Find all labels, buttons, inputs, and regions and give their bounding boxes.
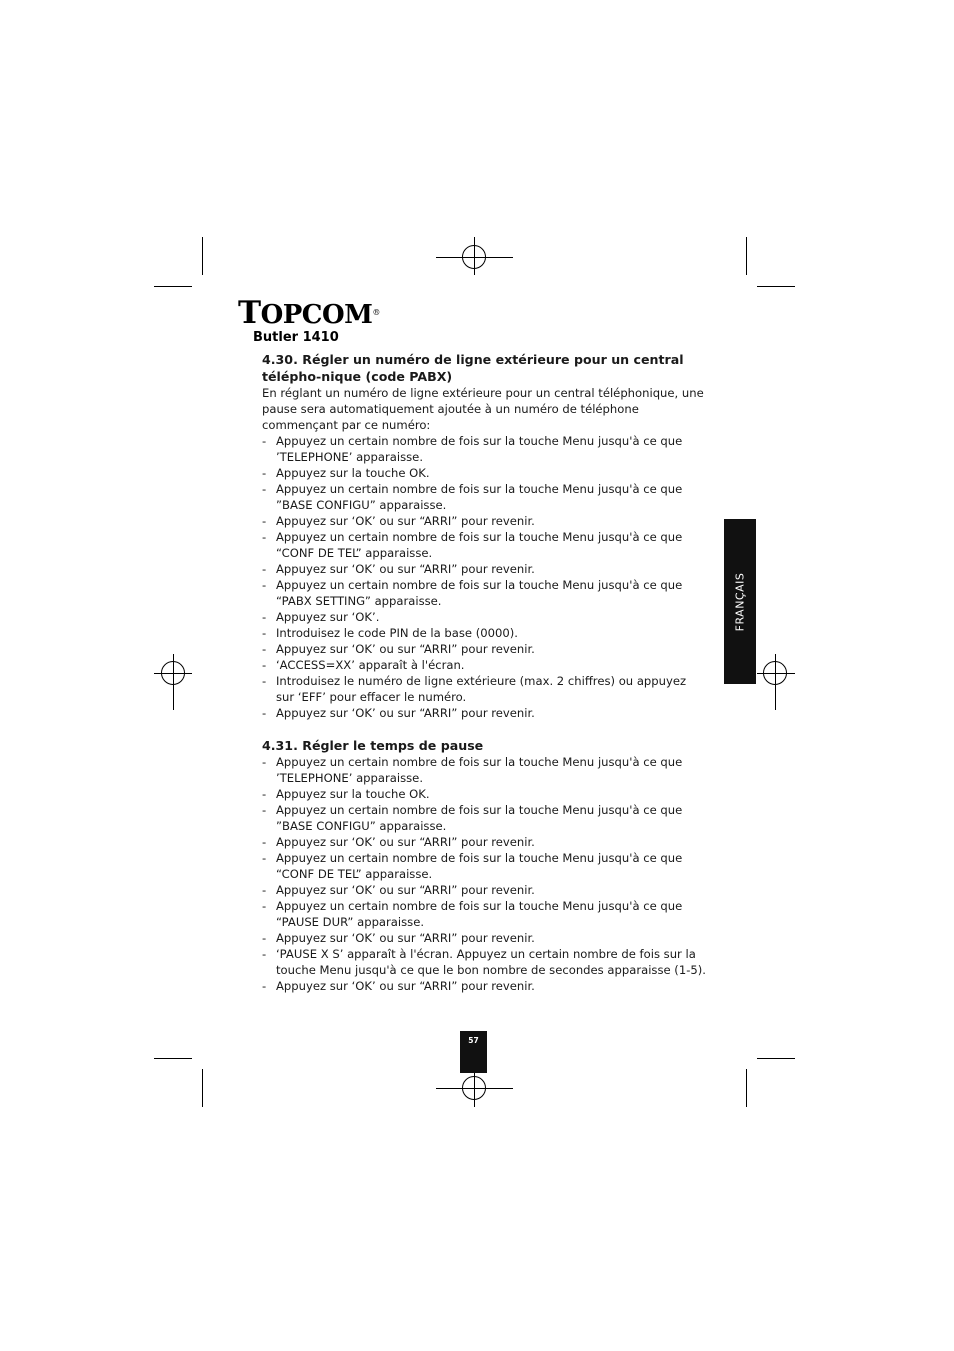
list-dash: - bbox=[262, 851, 267, 865]
list-dash: - bbox=[262, 787, 267, 801]
list-item bbox=[262, 705, 707, 721]
list-item-text: Appuyez sur ‘OK’ ou sur “ARRI” pour revenir. bbox=[276, 931, 535, 945]
registration-circle bbox=[462, 245, 486, 269]
list-item bbox=[262, 673, 707, 705]
list-item bbox=[262, 754, 707, 786]
list-item-text: Appuyez sur ‘OK’ ou sur “ARRI” pour revenir. bbox=[276, 979, 535, 993]
list-item-text: Appuyez sur ‘OK’ ou sur “ARRI” pour revenir. bbox=[276, 514, 535, 528]
section-431-title: 4.31. Régler le temps de pause bbox=[262, 738, 484, 753]
list-dash: - bbox=[262, 883, 267, 897]
list-item bbox=[262, 513, 707, 529]
crop-mark bbox=[757, 286, 795, 287]
list-dash: - bbox=[262, 434, 267, 448]
list-item bbox=[262, 657, 707, 673]
list-dash: - bbox=[262, 947, 267, 961]
registration-circle bbox=[161, 661, 185, 685]
list-dash: - bbox=[262, 674, 267, 688]
list-item-text: Appuyez sur ‘OK’. bbox=[276, 610, 380, 624]
list-dash: - bbox=[262, 562, 267, 576]
list-dash: - bbox=[262, 706, 267, 720]
list-dash: - bbox=[262, 466, 267, 480]
language-tab-label: FRANÇAIS bbox=[733, 572, 747, 631]
page-number: 57 bbox=[468, 1036, 479, 1045]
crop-mark bbox=[746, 237, 747, 275]
list-dash: - bbox=[262, 626, 267, 640]
list-item bbox=[262, 898, 707, 930]
list-item bbox=[262, 481, 707, 513]
list-item bbox=[262, 625, 707, 641]
list-item bbox=[262, 561, 707, 577]
list-dash: - bbox=[262, 979, 267, 993]
list-dash: - bbox=[262, 835, 267, 849]
list-item-text: Appuyez un certain nombre de fois sur la touche Menu jusqu'à ce que ’TELEPHONE’ apparaisse. bbox=[276, 755, 683, 785]
list-item bbox=[262, 577, 707, 609]
logo-registered-mark: ® bbox=[372, 308, 380, 317]
crop-mark bbox=[746, 1069, 747, 1107]
list-item bbox=[262, 882, 707, 898]
list-item bbox=[262, 978, 707, 994]
list-item-text: Appuyez un certain nombre de fois sur la touche Menu jusqu'à ce que “CONF DE TEL” apparaisse. bbox=[276, 851, 683, 881]
list-item-text: Appuyez un certain nombre de fois sur la touche Menu jusqu'à ce que “PAUSE DUR” apparaisse. bbox=[276, 899, 683, 929]
registration-circle bbox=[462, 1076, 486, 1100]
list-item bbox=[262, 465, 707, 481]
list-item bbox=[262, 802, 707, 834]
list-item-text: Appuyez un certain nombre de fois sur la touche Menu jusqu'à ce que “PABX SETTING” apparaisse. bbox=[276, 578, 683, 608]
list-item bbox=[262, 850, 707, 882]
list-item bbox=[262, 641, 707, 657]
list-item-text: Appuyez un certain nombre de fois sur la touche Menu jusqu'à ce que “CONF DE TEL” apparaisse. bbox=[276, 530, 683, 560]
list-item-text: Appuyez un certain nombre de fois sur la touche Menu jusqu'à ce que ”BASE CONFIGU” apparaisse. bbox=[276, 803, 683, 833]
list-item bbox=[262, 529, 707, 561]
list-dash: - bbox=[262, 658, 267, 672]
topcom-logo bbox=[238, 295, 380, 345]
list-item-text: Appuyez sur ‘OK’ ou sur “ARRI” pour revenir. bbox=[276, 835, 535, 849]
list-item bbox=[262, 433, 707, 465]
logo-brand-initial: T bbox=[238, 295, 261, 331]
list-dash: - bbox=[262, 578, 267, 592]
list-item-text: Appuyez sur ‘OK’ ou sur “ARRI” pour revenir. bbox=[276, 562, 535, 576]
list-dash: - bbox=[262, 642, 267, 656]
crop-mark bbox=[154, 286, 192, 287]
list-item bbox=[262, 786, 707, 802]
list-item bbox=[262, 609, 707, 625]
list-dash: - bbox=[262, 610, 267, 624]
list-item-text: ‘PAUSE X S’ apparaît à l'écran. Appuyez un certain nombre de fois sur la touche Menu jusqu'à ce que le bon nombre de secondes apparaisse (1-5). bbox=[276, 947, 706, 977]
list-item-text: ‘ACCESS=XX’ apparaît à l'écran. bbox=[276, 658, 465, 672]
list-dash: - bbox=[262, 803, 267, 817]
list-item-text: Appuyez sur la touche OK. bbox=[276, 466, 430, 480]
list-item bbox=[262, 834, 707, 850]
list-item bbox=[262, 946, 707, 978]
list-item-text: Appuyez un certain nombre de fois sur la touche Menu jusqu'à ce que ’TELEPHONE’ apparaisse. bbox=[276, 434, 683, 464]
logo-brand bbox=[238, 295, 380, 331]
list-dash: - bbox=[262, 931, 267, 945]
list-item-text: Appuyez sur la touche OK. bbox=[276, 787, 430, 801]
logo-brand-rest: OPCOM bbox=[260, 300, 373, 330]
list-dash: - bbox=[262, 514, 267, 528]
crop-mark bbox=[202, 237, 203, 275]
logo-model: Butler 1410 bbox=[253, 330, 339, 345]
section-430-steps bbox=[262, 433, 707, 721]
crop-mark bbox=[757, 1058, 795, 1059]
list-dash: - bbox=[262, 482, 267, 496]
list-item-text: Appuyez sur ‘OK’ ou sur “ARRI” pour revenir. bbox=[276, 706, 535, 720]
page-content bbox=[262, 351, 707, 994]
crop-mark bbox=[202, 1069, 203, 1107]
section-430-intro: En réglant un numéro de ligne extérieure pour un central téléphonique, une pause sera automatiquement ajoutée à un numéro de téléphone commençant par ce numéro: bbox=[262, 386, 704, 432]
list-item-text: Introduisez le numéro de ligne extérieure (max. 2 chiffres) ou appuyez sur ‘EFF’ pour effacer le numéro. bbox=[276, 674, 687, 704]
list-dash: - bbox=[262, 899, 267, 913]
list-item bbox=[262, 930, 707, 946]
language-tab bbox=[724, 519, 756, 684]
list-dash: - bbox=[262, 755, 267, 769]
section-430-title: 4.30. Régler un numéro de ligne extérieure pour un central télépho-nique (code PABX) bbox=[262, 352, 684, 384]
list-item-text: Appuyez un certain nombre de fois sur la touche Menu jusqu'à ce que ”BASE CONFIGU” apparaisse. bbox=[276, 482, 683, 512]
list-item-text: Appuyez sur ‘OK’ ou sur “ARRI” pour revenir. bbox=[276, 883, 535, 897]
crop-mark bbox=[154, 1058, 192, 1059]
section-431-steps bbox=[262, 754, 707, 994]
page-number-box bbox=[460, 1031, 487, 1073]
list-item-text: Introduisez le code PIN de la base (0000). bbox=[276, 626, 518, 640]
list-dash: - bbox=[262, 530, 267, 544]
registration-circle bbox=[763, 661, 787, 685]
list-item-text: Appuyez sur ‘OK’ ou sur “ARRI” pour revenir. bbox=[276, 642, 535, 656]
